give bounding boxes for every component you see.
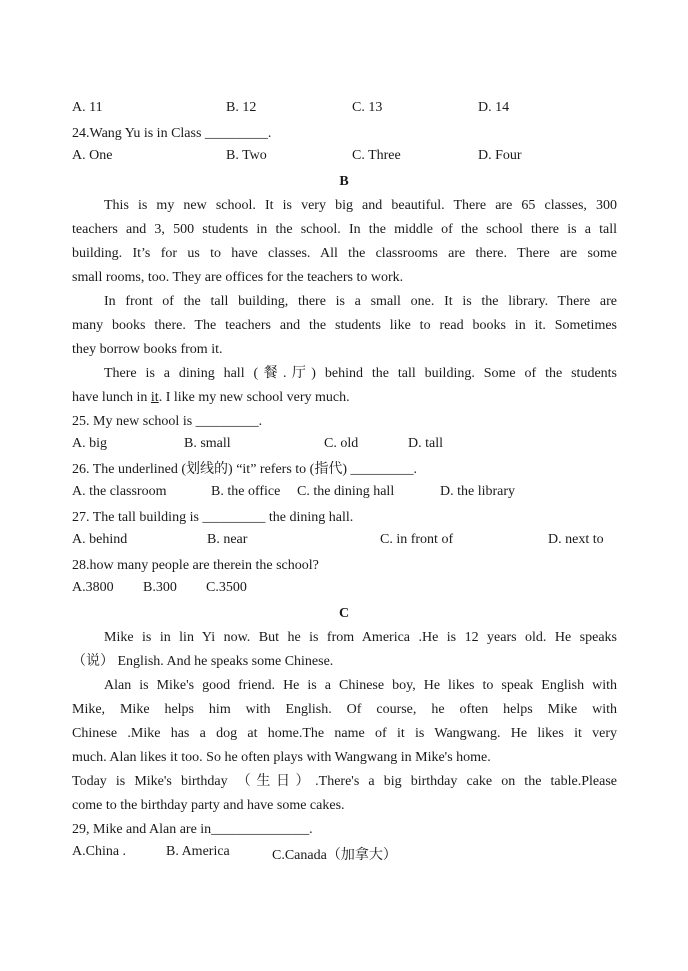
q27-option-d: D. next to (548, 532, 604, 547)
q29-option-a: A.China . (72, 844, 127, 859)
q24-option-a: A. One (72, 148, 113, 163)
q27-option-b: B. near (207, 532, 248, 547)
q25-question: 25. My new school is _________. (72, 414, 263, 429)
q26-option-d: D. the library (440, 484, 516, 499)
passage-b-line: they borrow books from it. (72, 342, 223, 357)
q28-option-a: A.3800 (72, 580, 114, 595)
passage-b-line: small rooms, too. They are offices for the teachers to work. (72, 270, 404, 285)
q27-option-c: C. in front of (380, 532, 454, 547)
q27-option-a: A. behind (72, 532, 128, 547)
passage-b-line: In front of the tall building, there is a small one. It is the library. There are (104, 294, 617, 309)
passage-c-line: Today is Mike's birthday （生日）.There's a big birthday cake on the table.Please (72, 774, 617, 789)
passage-b-line: This is my new school. It is very big and beautiful. There are 65 classes, 300 (104, 198, 617, 213)
passage-b-line: many books there. The teachers and the students like to read books in it. Sometimes (72, 318, 617, 333)
q24-question: 24.Wang Yu is in Class _________. (72, 126, 272, 141)
q25-option-d: D. tall (408, 436, 443, 451)
passage-c-line: come to the birthday party and have some cakes. (72, 798, 345, 813)
passage-b-line: teachers and 3, 500 students in the school. In the middle of the school there is a tall (72, 222, 617, 237)
q23-option-c: C. 13 (352, 100, 383, 115)
q24-option-b: B. Two (226, 148, 267, 163)
passage-b-line-lunch (72, 388, 617, 408)
q29-option-b: B. America (166, 844, 230, 859)
passage-c-line: Mike, Mike helps him with English. Of course, he often helps Mike with (72, 702, 617, 717)
underlined-it: it (150, 390, 159, 405)
q23-option-d: D. 14 (478, 100, 510, 115)
q28-option-b: B.300 (143, 580, 177, 595)
lunch-text-pre: have lunch in (72, 390, 151, 405)
passage-c-line: Chinese .Mike has a dog at home.The name of it is Wangwang. He likes it very (72, 726, 617, 741)
q25-option-a: A. big (72, 436, 107, 451)
q23-option-a: A. 11 (72, 100, 103, 115)
q24-option-d: D. Four (478, 148, 522, 163)
section-b-heading: B (339, 174, 349, 189)
passage-c-line: Mike is in lin Yi now. But he is from America .He is 12 years old. He speaks (104, 630, 617, 645)
q28-question: 28.how many people are therein the school? (72, 558, 319, 573)
q24-option-c: C. Three (352, 148, 401, 163)
lunch-text-post: . I like my new school very much. (158, 390, 350, 405)
q26-option-a: A. the classroom (72, 484, 167, 499)
passage-b-line: There is a dining hall (餐.厅) behind the tall building. Some of the students (104, 366, 617, 381)
passage-c-line: much. Alan likes it too. So he often plays with Wangwang in Mike's home. (72, 750, 491, 765)
q28-option-c: C.3500 (206, 580, 247, 595)
q29-option-c: C.Canada（加拿大） (272, 848, 397, 863)
q26-option-c: C. the dining hall (297, 484, 395, 499)
q25-option-c: C. old (324, 436, 359, 451)
q25-option-b: B. small (184, 436, 231, 451)
q27-question: 27. The tall building is _________ the dining hall. (72, 510, 354, 525)
passage-c-line: Alan is Mike's good friend. He is a Chinese boy, He likes to speak English with (104, 678, 617, 693)
q23-option-b: B. 12 (226, 100, 257, 115)
q26-option-b: B. the office (211, 484, 281, 499)
q26-question: 26. The underlined (划线的) “it” refers to (指代) _________. (72, 462, 417, 477)
q29-question: 29, Mike and Alan are in______________. (72, 822, 313, 837)
passage-b-line: building. It’s for us to have classes. All the classrooms are there. There are some (72, 246, 617, 261)
passage-c-line: （说） English. And he speaks some Chinese. (72, 654, 334, 669)
section-c-heading: C (338, 606, 350, 621)
